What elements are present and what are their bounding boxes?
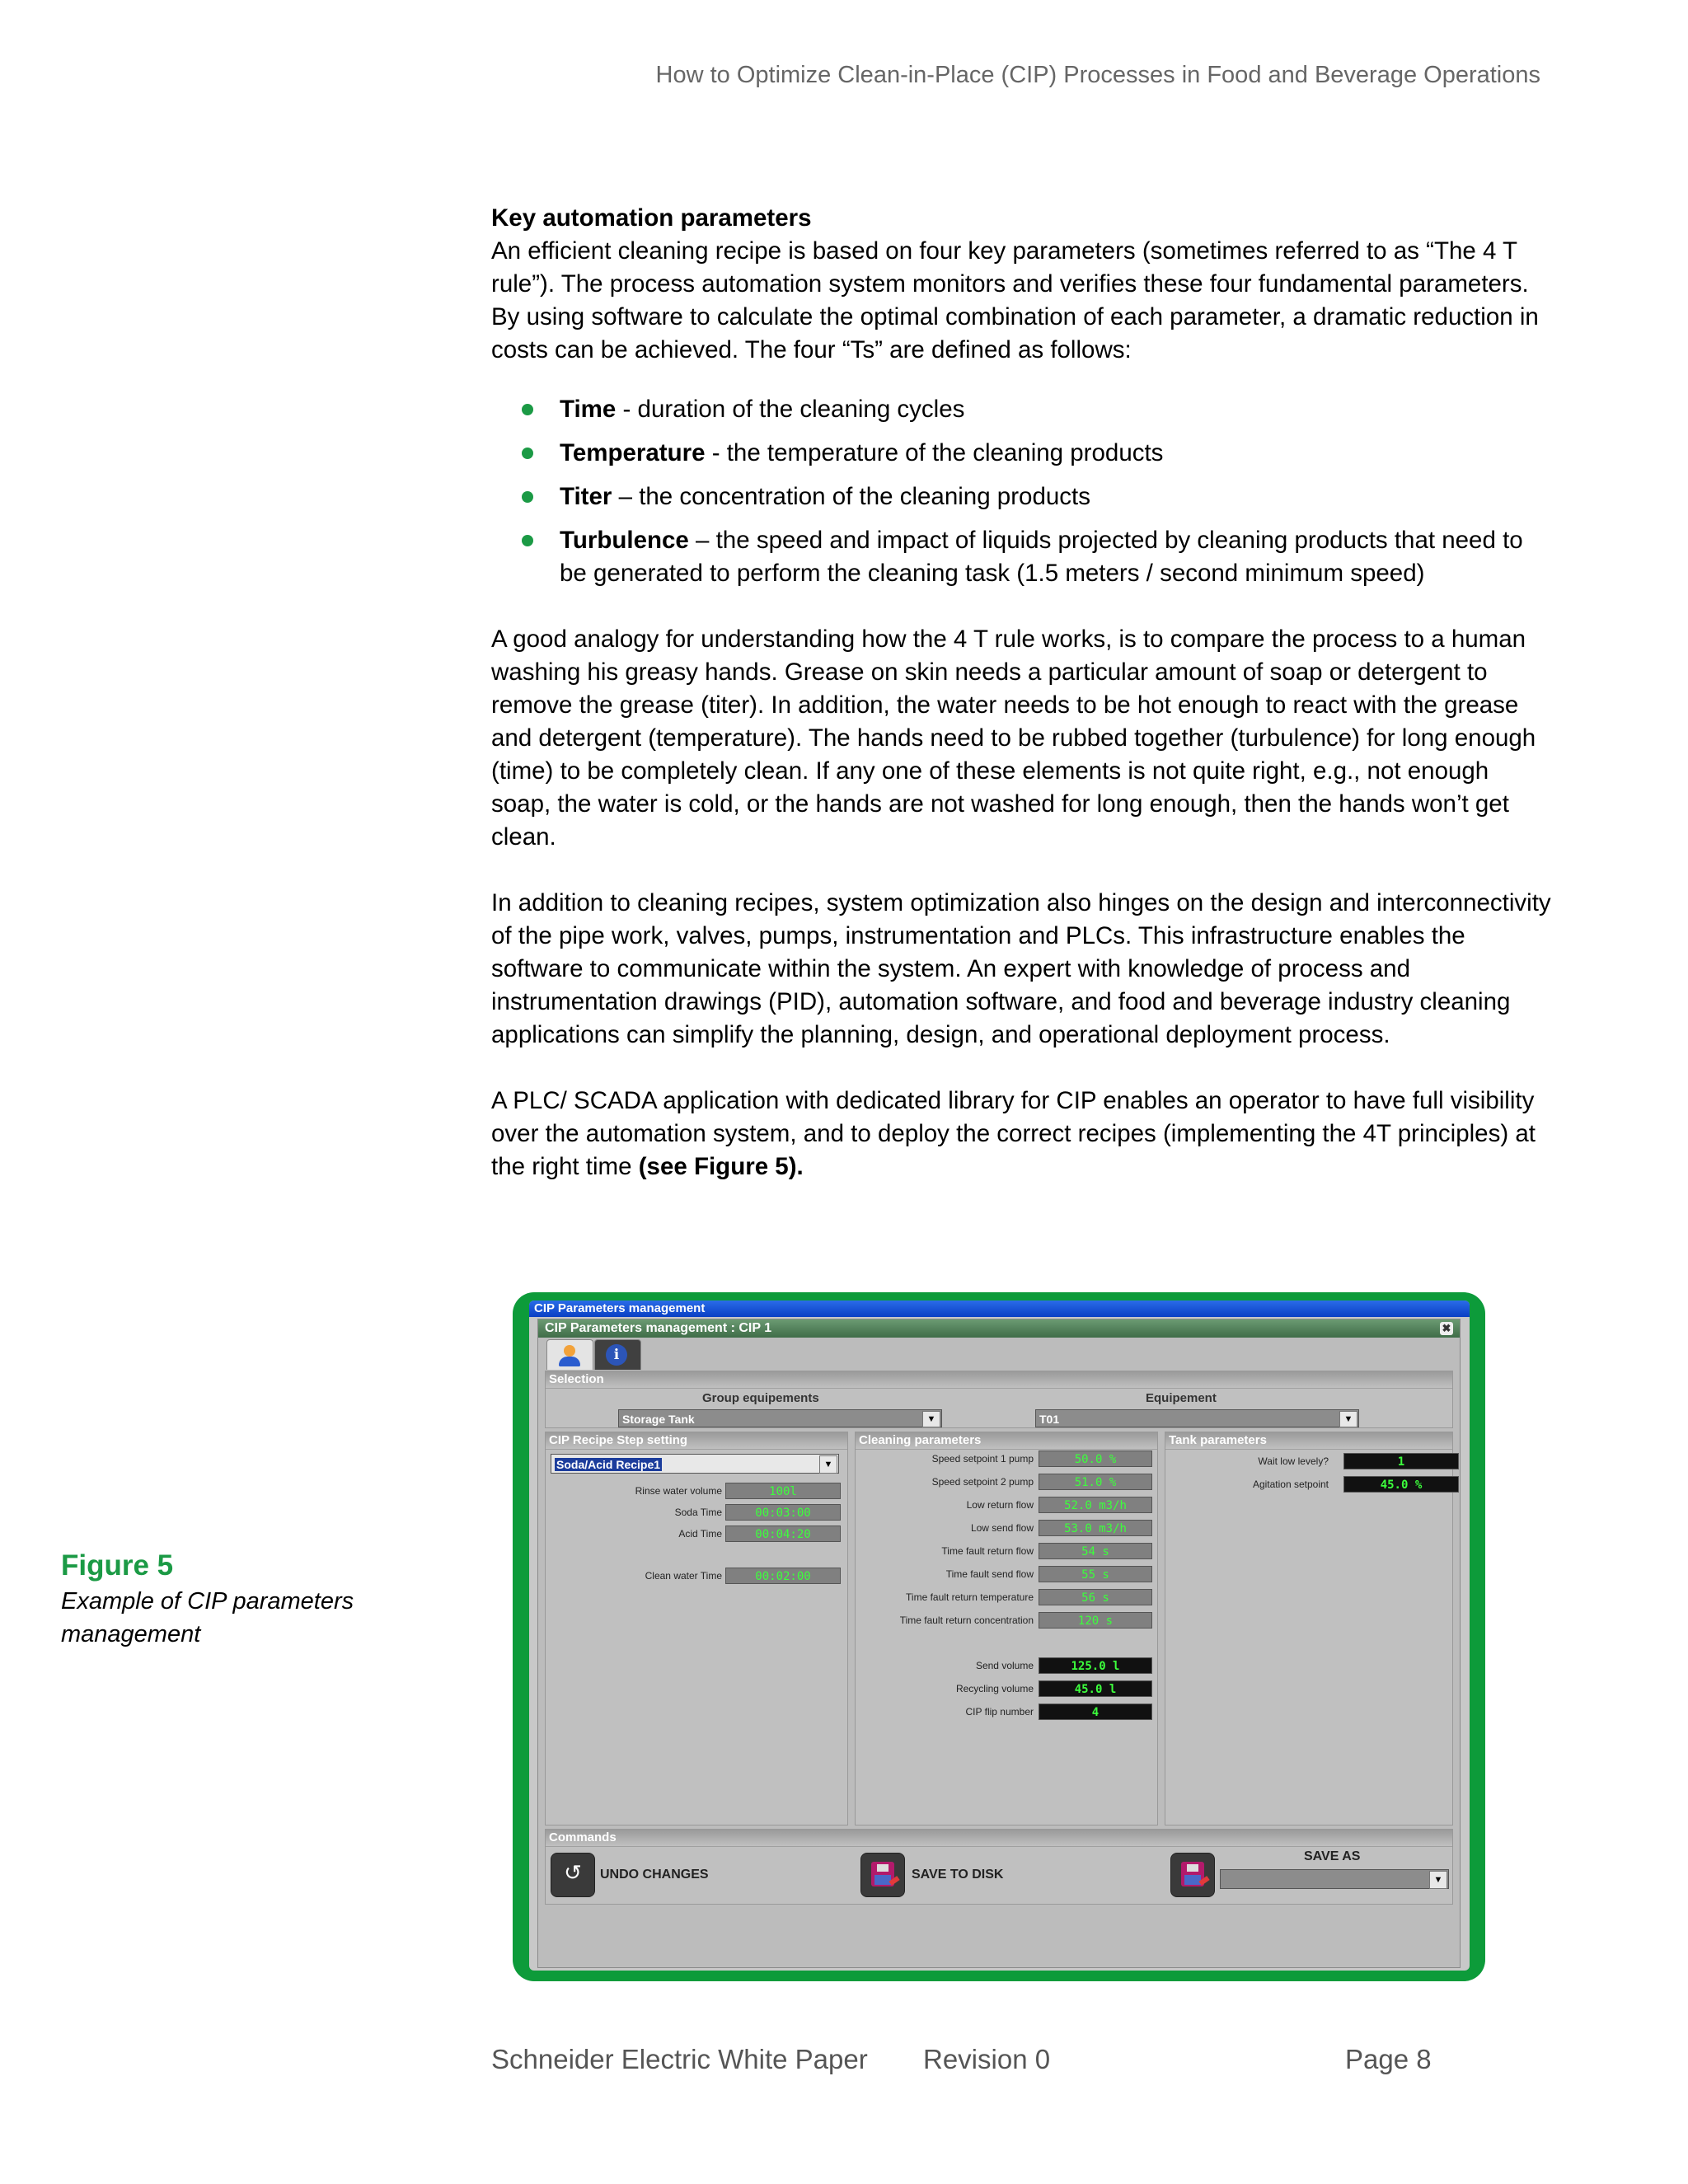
analogy-paragraph: A good analogy for understanding how the 4 T rule works, is to compare the process to a human washing his greasy hands. Grease on skin needs a particular amount of soap or detergent to remove the grease (titer). In addition, the water needs to be hot enough to react with the grease and detergent (temperature). The hands need to be rubbed together (turbulence) for long enough (time) to be completely clean. If any one of these elements is not quite right, e.g., not enough soap, the water is cold, or the hands are not washed for long enough, then the hands won’t get clean. xyxy=(491,626,1536,851)
scada-text: A PLC/ SCADA application with dedicated library for CIP enables an operator to have full visibility over the automation system, and to deploy the correct recipes (implementing the 4T principles) at the right time xyxy=(491,1087,1536,1180)
panel-title: CIP Recipe Step setting xyxy=(546,1432,847,1450)
speed-setpoint-2-input[interactable]: 51.0 % xyxy=(1039,1474,1152,1490)
panel-title: Tank parameters xyxy=(1165,1432,1452,1450)
figure-reference: (see Figure 5). xyxy=(638,1153,804,1180)
time-fault-return-conc-label: Time fault return concentration xyxy=(899,1615,1034,1626)
save-as-button[interactable] xyxy=(1170,1853,1215,1897)
list-item xyxy=(491,437,1554,470)
chevron-down-icon: ▼ xyxy=(1339,1411,1357,1427)
save-as-label: SAVE AS xyxy=(1304,1849,1361,1863)
send-volume-value: 125.0 l xyxy=(1039,1657,1152,1674)
floppy-disk-icon xyxy=(871,1862,894,1886)
section-title: Key automation parameters xyxy=(491,204,812,232)
group-label: Group equipements xyxy=(702,1391,819,1405)
equipment-select[interactable] xyxy=(1035,1409,1359,1427)
time-fault-return-temp-input[interactable]: 56 s xyxy=(1039,1589,1152,1605)
figure-caption: Example of CIP parameters management xyxy=(61,1588,354,1647)
user-icon-body xyxy=(559,1357,580,1366)
user-icon xyxy=(564,1345,575,1357)
cip-inner-window xyxy=(537,1319,1461,1968)
recipe-select-value: Soda/Acid Recipe1 xyxy=(556,1458,661,1471)
list-item xyxy=(491,524,1554,590)
commands-panel xyxy=(545,1829,1453,1905)
cip-flip-number-label: CIP flip number xyxy=(965,1706,1034,1718)
cip-flip-number-value: 4 xyxy=(1039,1704,1152,1720)
time-fault-return-flow-label: Time fault return flow xyxy=(941,1545,1034,1557)
bullet-desc: - the temperature of the cleaning products xyxy=(705,439,1164,466)
list-item xyxy=(491,393,1554,426)
rinse-volume-label: Rinse water volume xyxy=(635,1485,722,1497)
save-as-select[interactable] xyxy=(1220,1869,1449,1889)
selection-panel xyxy=(545,1371,1453,1428)
soda-time-label: Soda Time xyxy=(674,1507,722,1518)
time-fault-return-temp-label: Time fault return temperature xyxy=(906,1591,1034,1603)
cleaning-panel xyxy=(855,1432,1158,1825)
cip-window xyxy=(529,1301,1470,1971)
low-return-flow-label: Low return flow xyxy=(966,1499,1034,1511)
page-header: How to Optimize Clean-in-Place (CIP) Processes in Food and Beverage Operations xyxy=(655,62,1540,88)
intro-paragraph: An efficient cleaning recipe is based on four key parameters (sometimes referred to as “The 4 T rule”). The process automation system monitors and verifies these four fundamental parameters. By using software to calculate the optimal combination of each parameter, a dramatic reduction in costs can be achieved. The four “Ts” are defined as follows: xyxy=(491,237,1539,363)
acid-time-label: Acid Time xyxy=(678,1528,722,1540)
time-fault-send-flow-label: Time fault send flow xyxy=(945,1568,1034,1580)
tab-user[interactable] xyxy=(546,1339,593,1370)
acid-time-input[interactable]: 00:04:20 xyxy=(725,1526,841,1542)
rinse-volume-input[interactable]: 100l xyxy=(725,1483,841,1499)
floppy-disk-icon xyxy=(1181,1862,1204,1886)
time-fault-send-flow-input[interactable]: 55 s xyxy=(1039,1566,1152,1582)
chevron-down-icon: ▼ xyxy=(819,1455,837,1474)
bullet-desc: – the concentration of the cleaning products xyxy=(612,483,1090,510)
equipment-select-value: T01 xyxy=(1039,1413,1060,1426)
close-icon[interactable]: ✖ xyxy=(1440,1322,1453,1335)
bullet-desc: – the speed and impact of liquids projected by cleaning products that need to be generated to perform the cleaning task (1.5 meters / second minimum speed) xyxy=(560,527,1523,587)
footer-left: Schneider Electric White Paper xyxy=(491,2044,868,2074)
four-t-list xyxy=(491,393,1554,590)
bullet-term: Turbulence xyxy=(560,527,689,554)
bullet-desc: - duration of the cleaning cycles xyxy=(616,396,965,423)
tank-panel xyxy=(1165,1432,1453,1825)
footer-page: Page 8 xyxy=(1345,2044,1432,2074)
chevron-down-icon: ▼ xyxy=(922,1411,940,1427)
bullet-icon xyxy=(522,404,533,415)
agitation-setpoint-input[interactable]: 45.0 % xyxy=(1343,1476,1459,1493)
speed-setpoint-1-input[interactable]: 50.0 % xyxy=(1039,1451,1152,1467)
body-column xyxy=(491,202,1554,1183)
chevron-down-icon: ▼ xyxy=(1429,1871,1447,1889)
bullet-icon xyxy=(522,491,533,503)
time-fault-return-conc-input[interactable]: 120 s xyxy=(1039,1612,1152,1629)
list-item xyxy=(491,480,1554,513)
time-fault-return-flow-input[interactable]: 54 s xyxy=(1039,1543,1152,1559)
equipment-label: Equipement xyxy=(1146,1391,1217,1405)
recipe-select[interactable] xyxy=(551,1454,839,1474)
clean-water-time-label: Clean water Time xyxy=(645,1570,722,1582)
figure-frame xyxy=(513,1292,1485,1981)
low-send-flow-label: Low send flow xyxy=(970,1522,1034,1534)
undo-icon: ↺ xyxy=(564,1860,582,1885)
low-return-flow-input[interactable]: 52.0 m3/h xyxy=(1039,1497,1152,1513)
undo-button[interactable] xyxy=(551,1853,595,1897)
recycling-volume-label: Recycling volume xyxy=(955,1683,1034,1694)
speed-setpoint-2-label: Speed setpoint 2 pump xyxy=(931,1476,1034,1488)
speed-setpoint-1-label: Speed setpoint 1 pump xyxy=(931,1453,1034,1465)
tab-info[interactable] xyxy=(594,1339,641,1370)
group-select[interactable] xyxy=(618,1409,942,1427)
soda-time-input[interactable]: 00:03:00 xyxy=(725,1504,841,1521)
bullet-term: Temperature xyxy=(560,439,706,466)
group-select-value: Storage Tank xyxy=(622,1413,695,1426)
low-send-flow-input[interactable]: 53.0 m3/h xyxy=(1039,1520,1152,1536)
panel-title: Commands xyxy=(546,1830,1452,1847)
panel-title: Selection xyxy=(546,1371,1452,1389)
save-to-disk-button[interactable] xyxy=(860,1853,905,1897)
recycling-volume-value: 45.0 l xyxy=(1039,1680,1152,1697)
send-volume-label: Send volume xyxy=(975,1660,1034,1671)
undo-label: UNDO CHANGES xyxy=(600,1868,709,1882)
agitation-setpoint-label: Agitation setpoint xyxy=(1252,1479,1329,1490)
bullet-term: Titer xyxy=(560,483,612,510)
clean-water-time-input[interactable]: 00:02:00 xyxy=(725,1568,841,1584)
window-titlebar[interactable]: CIP Parameters management xyxy=(529,1301,1470,1317)
bullet-term: Time xyxy=(560,396,617,423)
wait-low-level-label: Wait low levely? xyxy=(1258,1455,1329,1467)
figure-label: Figure 5 xyxy=(61,1549,174,1582)
recipe-panel xyxy=(545,1432,848,1825)
inner-title-text: CIP Parameters management : CIP 1 xyxy=(545,1321,772,1335)
wait-low-level-input[interactable]: 1 xyxy=(1343,1453,1459,1469)
scada-paragraph xyxy=(491,1085,1554,1183)
save-to-disk-label: SAVE TO DISK xyxy=(912,1868,1004,1882)
bullet-icon xyxy=(522,448,533,459)
bullet-icon xyxy=(522,535,533,546)
info-icon: i xyxy=(606,1344,627,1366)
infrastructure-paragraph: In addition to cleaning recipes, system optimization also hinges on the design and interconnectivity of the pipe work, valves, pumps, instrumentation and PLCs. This infrastructure enables the software to communicate within the system. An expert with knowledge of process and instrumentation drawings (PID), automation software, and food and beverage industry cleaning applications can simplify the planning, design, and operational deployment process. xyxy=(491,889,1551,1048)
panel-title: Cleaning parameters xyxy=(856,1432,1157,1450)
inner-titlebar xyxy=(538,1319,1460,1338)
footer-revision: Revision 0 xyxy=(923,2044,1051,2074)
